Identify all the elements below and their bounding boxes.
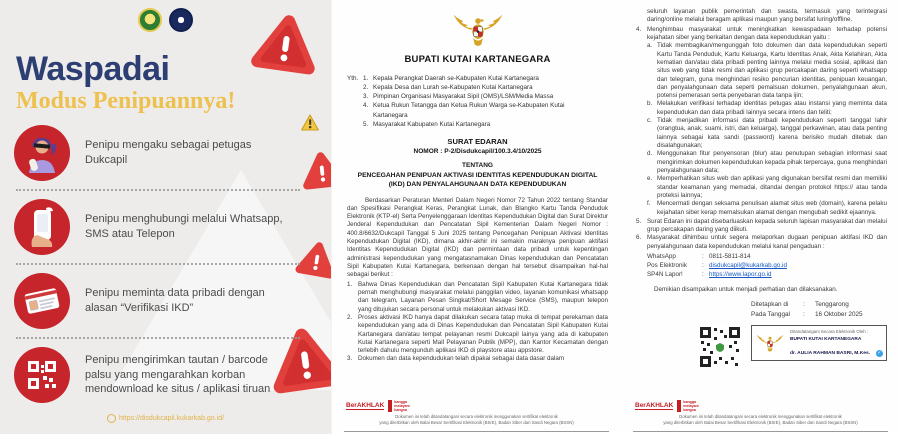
recipient-number: 2. bbox=[363, 84, 369, 92]
issued-date-row bbox=[751, 310, 887, 320]
point-text: Surat Edaran ini dapat disebarluaskan kepada seluruh lapisan masyarakat dan melalui grup percakapan daring yang diikuti. bbox=[647, 217, 887, 234]
berakhlak-tagline: bangga melayani bangsa bbox=[388, 400, 420, 412]
point-row bbox=[636, 234, 887, 251]
issued-place-row bbox=[751, 300, 887, 310]
closing-sentence: Demikian disampaikan untuk menjadi perhatian dan dilaksanakan. bbox=[654, 286, 838, 294]
fraudster-person-icon bbox=[14, 125, 70, 181]
opening-paragraph: Berdasarkan Peraturan Menteri Dalam Negeri Nomor 72 Tahun 2022 tentang Standar dan Spesifikasi Perangkat Keras, Perangkat Lunak, dan Blangko Kartu Tanda Penduduk Elektronik (KTP-el) Serta Penyelenggaraan Identitas Kependudukan Digital dan Surat Direktur Jenderal Kependudukan dan Pencatatan Sipil Kementerian Dalam Negeri Nomor : 400.8/6632/Dukcapil Tanggal 5 Juni 2025 tentang Pencegahan Penipuan Aktivasi Identitas Kependudukan Digital (IKD), dimana akhir-akhir ini semakin maraknya penipuan aktifasi Identitas Kependudukan Digital (IKD) dan permintaan data pribadi untuk kepentingan administrasi kependudukan yang mengatasnamakan Dinas kependudukan dan Pencatatan Sipil Kabupaten Kutai Kartanegara, berkenaan dengan hal tersebut disampaikan hal-hal sebagai berikut : bbox=[347, 196, 608, 279]
letterhead-title: BUPATI KUTAI KARTANEGARA bbox=[404, 54, 551, 65]
recipient-text: Pimpinan Organisasi Masyarakat Sipil (OMS)/LSM/Media Massa bbox=[373, 93, 554, 101]
subpoint-letter: e. bbox=[647, 175, 653, 183]
point-number: 4. bbox=[636, 25, 642, 33]
warning-badge-icon bbox=[300, 113, 320, 137]
list-item bbox=[0, 120, 316, 186]
subpoint-row bbox=[647, 175, 887, 200]
fraud-modes-list bbox=[0, 120, 316, 408]
subpoint-row bbox=[647, 150, 887, 175]
point-text: Bahwa Dinas Kependudukan dan Pencatatan Sipil Kabupaten Kutai Kartanegara tidak pernah menghubungi masyarakat melalui panggilan video, layanan komunikasi whatsapp dan telegram, Layanan Pesan Singkat/Short Mesage Service (SMS), maupun telepon yang ditujukan secara personal untuk melakukan aktivasi IKD. bbox=[358, 280, 608, 313]
issued-date-label: Pada Tanggal bbox=[751, 311, 790, 319]
lapor-website-link[interactable]: https://www.lapor.go.id bbox=[709, 271, 772, 279]
recipient-list bbox=[363, 74, 588, 129]
fraud-mode-text: Penipu mengirimkan tautan / barcode palsu yang mengarahkan korban mendownload ke situs / aplikasi tiruan bbox=[85, 353, 271, 396]
point-text: Masyarakat dihimbau untuk segera melaporkan dugaan penipuan aktifasi IKD dan penyalahgunaan data kependudukan melalui kanal pengaduan : bbox=[647, 234, 887, 250]
issued-colon: : bbox=[803, 311, 805, 319]
contact-row bbox=[647, 261, 887, 270]
warning-triangle-icon bbox=[249, 8, 323, 79]
dotted-divider bbox=[16, 337, 300, 339]
dotted-divider bbox=[16, 263, 300, 265]
globe-icon bbox=[107, 414, 116, 423]
continuation-paragraph: seluruh layanan publik pemerintah dan swasta, termasuk yang terintegrasi daring/online melalui beragam aplikasi maupun yang bersifat luring/offline. bbox=[647, 8, 887, 24]
point-number: 6. bbox=[636, 234, 642, 242]
website-url: https://disdukcapil.kukarkab.go.id/ bbox=[118, 415, 225, 422]
recipient-row bbox=[363, 83, 588, 92]
phone-call-icon bbox=[14, 199, 70, 255]
recipient-row bbox=[363, 74, 588, 83]
point-row bbox=[347, 314, 608, 356]
garuda-pancasila-emblem bbox=[756, 329, 786, 357]
letter-page-1 bbox=[332, 0, 621, 434]
signer-name: dr. AULIA RAHMAN BASRI, M.Kes. bbox=[790, 350, 871, 356]
contact-colon: : bbox=[702, 271, 704, 279]
subpoint-letter: f. bbox=[647, 200, 651, 208]
recipient-row bbox=[363, 101, 588, 119]
numbered-points bbox=[347, 281, 608, 364]
recipient-text: Masyarakat Kabupaten Kutai Kartanegara bbox=[373, 120, 491, 128]
contact-label: SP4N Lapor! bbox=[647, 271, 683, 279]
recipient-number: 3. bbox=[363, 93, 369, 101]
subpoint-row bbox=[647, 117, 887, 150]
signed-electronically-label: Ditandatangani Secara Elektronik Oleh : bbox=[790, 329, 869, 335]
point-number: 3. bbox=[347, 355, 353, 363]
point-text: Dokumen dan data kependudukan telah dipakai sebagai data dasar dalam bbox=[358, 355, 565, 363]
point-row bbox=[636, 26, 887, 43]
point-number: 2. bbox=[347, 313, 353, 321]
disclaimer-line: Dokumen ini telah ditandatangani secara elektronik menggunakan sertifikat elektronik bbox=[679, 413, 842, 419]
point-row bbox=[347, 355, 608, 363]
contact-row bbox=[647, 252, 887, 261]
point-text: Proses aktivasi IKD hanya dapat dilakukan secara tatap muka di tempat perekaman data kependudukan yang ada di Dinas Kependudukan dan Pencatatan Sipil Kabupaten Kutai Kartanegara dan/atau tempat pelayanan resmi Dukcapil lainya yang ada di kabupaten Kutai Kartanegara seperti Mall Pelayanan Publik (MPP), dan Kantor Kecamatan dengan terlebih dahulu mengunduh aplikasi IKD di playstore atau appstore. bbox=[358, 313, 608, 355]
subpoint-text: Melakukan verifikasi terhadap identitas petugas atau instansi yang meminta data kependudukan dan data pribadi lainnya secara intens dan teliti; bbox=[657, 100, 887, 116]
signature-text bbox=[790, 329, 870, 357]
issuance-block bbox=[751, 300, 887, 320]
recipient-number: 5. bbox=[363, 120, 369, 128]
subpoint-letter: d. bbox=[647, 150, 653, 158]
subpoint-row bbox=[647, 100, 887, 117]
recipient-row bbox=[363, 92, 588, 101]
contact-colon: : bbox=[702, 262, 704, 270]
email-link[interactable]: disdukcapil@kukarkab.go.id bbox=[709, 262, 787, 270]
poster-title bbox=[16, 52, 235, 113]
electronic-signature-disclaimer bbox=[621, 414, 900, 426]
signature-qr-code bbox=[698, 325, 742, 369]
subpoint-text: Mencermati dengan seksama penulisan alamat situs web (domain), karena pelaku kejahatan siber kerap memalsukan alamat dengan mengubah sedikit ejaannya. bbox=[657, 200, 887, 216]
document-number: NOMOR : P-2/Disdukcapil/100.3.4/10/2025 bbox=[413, 147, 542, 155]
signer-title: BUPATI KUTAI KARTANEGARA bbox=[790, 336, 862, 342]
verified-check-icon: ✓ bbox=[877, 350, 882, 357]
berakhlak-logo bbox=[346, 400, 420, 412]
contact-colon: : bbox=[702, 253, 704, 261]
subpoint-row bbox=[647, 200, 887, 217]
page-bottom-rule bbox=[344, 431, 609, 432]
whatsapp-number: 0811-5811-814 bbox=[709, 253, 751, 261]
recipient-number: 1. bbox=[363, 75, 369, 82]
subpoint-row bbox=[647, 42, 887, 100]
list-item bbox=[0, 194, 316, 260]
poster-title-line1: Waspadai bbox=[16, 50, 170, 88]
contact-row bbox=[647, 270, 887, 279]
poster-title-line2: Modus Penipuannya! bbox=[16, 88, 236, 114]
fraud-awareness-poster bbox=[0, 0, 331, 434]
list-item bbox=[0, 342, 316, 408]
dukcapil-website-link[interactable] bbox=[0, 414, 331, 423]
document-title: SURAT EDARAN bbox=[447, 136, 508, 146]
signature-area bbox=[698, 325, 887, 369]
point-number: 5. bbox=[636, 217, 642, 225]
berakhlak-tagline: bangga melayani bangsa bbox=[677, 400, 709, 412]
subpoint-text: Memperhatikan situs web dan aplikasi yang digunakan bersifat resmi dan memiliki standar keamanan yang memadai, ditandai dengan protokol https:// atau tanda proteksi lainnya; bbox=[657, 175, 887, 199]
document-subject: PENCEGAHAN PENIPUAN AKTIVASI IDENTITAS KEPENDUDUKAN DIGITAL (IKD) DAN PENYALAHGUNAAN DATA KEPENDUDUKAN bbox=[357, 171, 598, 189]
point-text: Menghimbau masyarakat untuk meningkatkan kewaspadaan terhadap potensi kejahatan siber yang berkaitan dengan data kependudukan yaitu : bbox=[647, 25, 887, 41]
electronic-signature-box bbox=[751, 325, 887, 361]
kutai-kartanegara-crest-logo bbox=[138, 8, 162, 32]
fraud-mode-text: Penipu menghubungi melalui Whatsapp, SMS atau Telepon bbox=[85, 213, 283, 240]
issued-colon: : bbox=[803, 301, 805, 309]
fraud-mode-text: Penipu meminta data pribadi dengan alasan “Verifikasi IKD” bbox=[85, 287, 265, 314]
berakhlak-brand-text: BerAKHLAK bbox=[346, 401, 385, 409]
subpoint-letter: c. bbox=[647, 117, 652, 125]
recipient-text: Kepala Desa dan Lurah se-Kabupaten Kutai Kartanegara bbox=[373, 84, 533, 92]
contact-label: WhatsApp bbox=[647, 253, 676, 261]
disclaimer-line: yang diterbitkan oleh Balai Besar Sertifikasi Elektronik (BSrE), Badan Siber dan Sandi Negara (BSSN) bbox=[379, 419, 574, 425]
subpoint-text: Tidak membagikan/mengunggah foto dokumen dan data kependudukan seperti Kartu Tanda Penduduk, Kartu Keluarga, Kartu Identitas Anak, Akta Kelahiran, Akta kematian dan/atau data pribadi penting lainnya melalui media sosial, aplikasi dan situs web yang tidak resmi dan aplikasi grup percakapan daring seperti whatsapp dan telegram, guna menghindari resiko pencurian identitas, penipuan keuangan, dan penyalahgunaan data seperti pemalsuan dokumen, penyalahgunaan akun, potensi pemerasan serta penyebaran data tanpa ijin; bbox=[657, 42, 887, 100]
berakhlak-logo bbox=[635, 400, 709, 412]
id-card-icon bbox=[14, 273, 70, 329]
recipient-row bbox=[363, 120, 588, 129]
about-label: TENTANG bbox=[462, 161, 493, 169]
lettered-subpoints bbox=[647, 42, 887, 217]
fraud-mode-text: Penipu mengaku sebagai petugas Dukcapil bbox=[85, 139, 252, 166]
issued-place-label: Ditetapkan di bbox=[751, 301, 789, 309]
point-row bbox=[636, 218, 887, 235]
list-item bbox=[0, 268, 316, 334]
numbered-points bbox=[636, 218, 887, 251]
recipient-block bbox=[347, 74, 608, 129]
disclaimer-line: Dokumen ini telah ditandatangani secara elektronik menggunakan sertifikat elektronik bbox=[395, 413, 558, 419]
recipient-number: 4. bbox=[363, 102, 369, 110]
berakhlak-brand-text: BerAKHLAK bbox=[635, 401, 674, 409]
contact-label: Pos Elektronik bbox=[647, 262, 687, 270]
dotted-divider bbox=[16, 189, 300, 191]
recipients-label: Yth. bbox=[347, 75, 359, 82]
subpoint-text: Tidak menjadikan informasi data pribadi kependudukan seperti tanggal lahir (orangtua, anak, suami, istri, dan keluarga), tanggal perkawinan, atau data penting lainnya sebagai kata sandi (password) karena berisiko mudah ditebak dan disalahgunakan; bbox=[657, 117, 887, 149]
complaint-channels bbox=[647, 252, 887, 279]
dukcapil-agency-logo bbox=[169, 8, 193, 32]
electronic-signature-disclaimer bbox=[332, 414, 621, 426]
page-bottom-rule bbox=[633, 431, 888, 432]
subpoint-letter: a. bbox=[647, 42, 653, 50]
point-number: 1. bbox=[347, 280, 353, 288]
subpoint-text: Menggunakan fitur penyensoran (blur) atau penutupan sebagian informasi saat mengirimkan dokumen kependudukan kepada pihak terpercaya, guna menghindari penyalahgunaan data; bbox=[657, 150, 887, 174]
recipient-text: Kepala Perangkat Daerah se-Kabupaten Kutai Kartanegara bbox=[373, 75, 539, 82]
letter-page-2 bbox=[621, 0, 900, 434]
numbered-points bbox=[636, 26, 887, 43]
point-row bbox=[347, 281, 608, 314]
issued-place-value: Tenggarong bbox=[815, 301, 849, 309]
subpoint-letter: b. bbox=[647, 100, 653, 108]
issued-date-value: 16 Oktober 2025 bbox=[815, 311, 863, 319]
recipient-text: Ketua Rukun Tetangga dan Ketua Rukun Warga se-Kabupaten Kutai Kartanegara bbox=[373, 102, 565, 119]
disclaimer-line: yang diterbitkan oleh Balai Besar Sertifikasi Elektronik (BSrE), Badan Siber dan Sandi Negara (BSSN) bbox=[663, 419, 858, 425]
qr-code-icon bbox=[14, 347, 70, 403]
garuda-pancasila-emblem bbox=[347, 10, 608, 50]
